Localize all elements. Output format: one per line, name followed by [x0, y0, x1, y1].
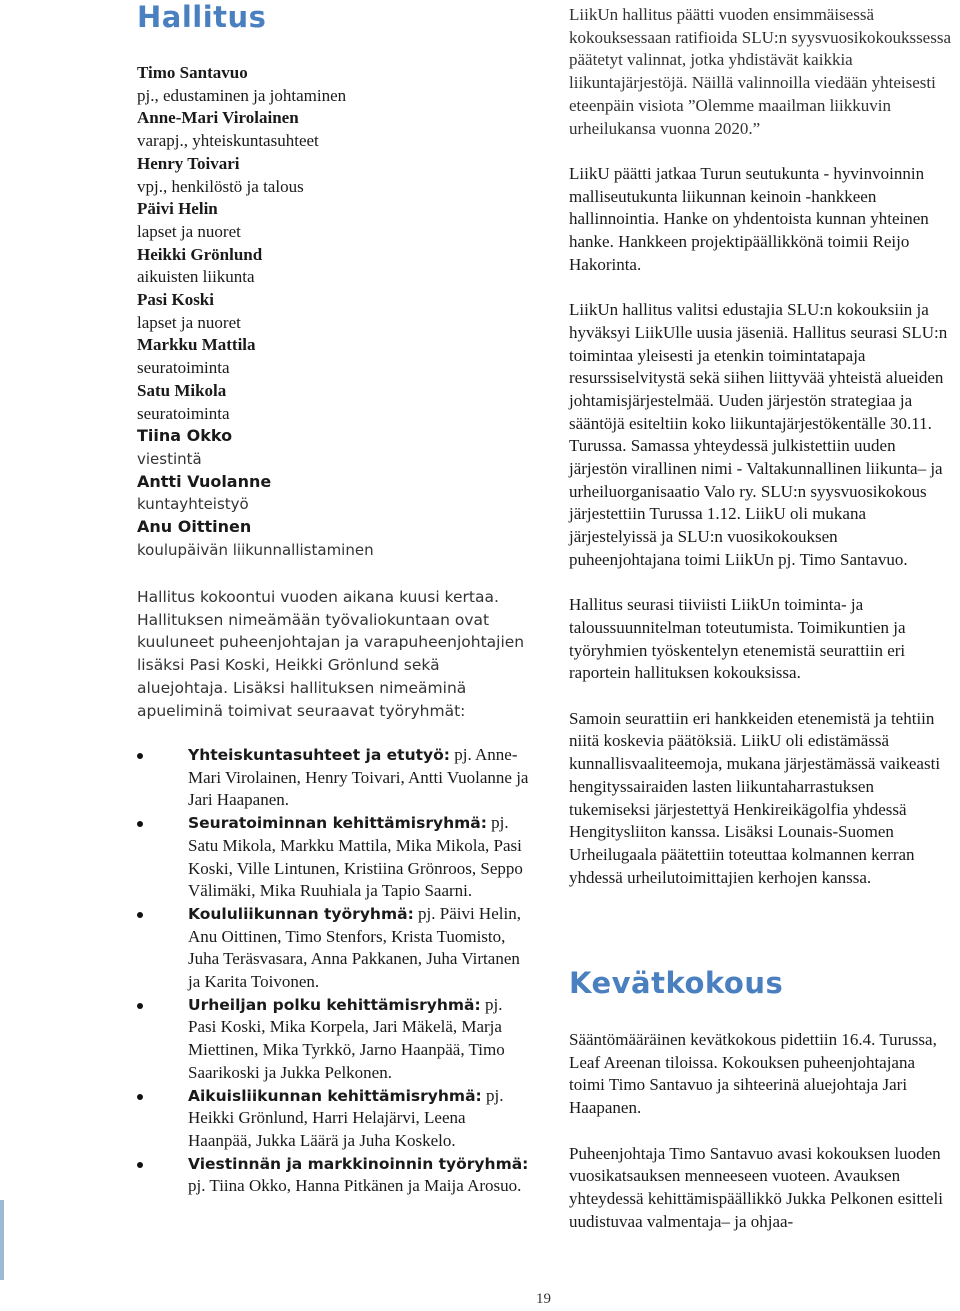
bullet-icon — [137, 1162, 143, 1168]
body-paragraph: LiikUn hallitus päätti vuoden ensimmäisessä kokouksessaan ratifioida SLU:n syysvuosikokoukssessa päätetyt valinnat, jotka yhdistävät kaikkia liikuntajärjestöjä. Näillä valinnoilla viedään yhteisesti eteenpäin visiota ”Olemme maailman liikkuvin urheilukansa vuonna 2020.” — [569, 5, 952, 138]
bullet-icon — [137, 1003, 143, 1009]
board-member-name: Antti Vuolanne — [137, 471, 272, 491]
spring-meeting-paragraph: Puheenjohtaja Timo Santavuo avasi kokouksen luoden vuosikatsauksen menneeseen vuoteen. Avauksen yhteydessä kehittämispäällikkö Jukka Pelkonen esitteli uudistuvaa valmentaja– ja ohjaa- — [569, 1143, 943, 1231]
board-member-name: Anne-Mari Virolainen — [137, 108, 299, 128]
board-member-role: seuratoiminta — [137, 403, 230, 423]
working-group-name: Yhteiskuntasuhteet ja etutyö: — [188, 746, 450, 764]
working-group-item — [137, 812, 529, 903]
working-group-members: pj. Päivi Helin, Anu Oittinen, Timo Stenfors, Krista Tuomisto, Juha Teräsvasara, Anna Pakkanen, Juha Virtanen ja Karita Toivonen. — [188, 903, 521, 992]
working-group-members: pj. Anne-Mari Virolainen, Henry Toivari, Antti Vuolanne ja Jari Haapanen. — [188, 745, 529, 810]
board-member-role: viestintä — [137, 449, 202, 468]
working-group-item — [137, 744, 529, 812]
board-member-list — [137, 62, 529, 561]
board-member-name: Tiina Okko — [137, 426, 233, 446]
bullet-icon — [137, 821, 143, 827]
meetings-paragraph: Hallitus kokoontui vuoden aikana kuusi kertaa. Hallituksen nimeämään työvaliokuntaan ovat kuuluneet puheenjohtajan ja varapuheenjohtajien lisäksi Pasi Koski, Heikki Grönlund sekä aluejohtaja. Lisäksi hallituksen nimeäminä apueliminä toimivat seuraavat työryhmät: — [137, 588, 525, 720]
body-paragraph: LiikU päätti jatkaa Turun seutukunta - hyvinvoinnin malliseutukunta liikunnan keinoin -hankkeen hallinnointia. Hanke on yhdentoista kunnan yhteinen hanke. Hankkeen projektipäällikkönä toimii Reijo Hakorinta. — [569, 163, 929, 274]
working-group-item — [137, 994, 529, 1085]
board-member-name: Timo Santavuo — [137, 63, 248, 82]
board-member-role: aikuisten liikunta — [137, 267, 255, 287]
working-groups-list — [137, 744, 529, 1198]
board-heading: Hallitus — [137, 0, 267, 34]
right-column-text — [569, 4, 953, 912]
board-member-name: Pasi Koski — [137, 290, 214, 310]
working-group-item — [137, 1153, 529, 1198]
working-group-members: pj. Satu Mikola, Markku Mattila, Mika Mikola, Pasi Koski, Ville Lintunen, Kristiina Grönroos, Seppo Välimäki, Mika Ruuhiala ja Tapio Saarni. — [188, 813, 523, 901]
spring-meeting-heading: Kevätkokous — [569, 966, 784, 1000]
working-group-name: Koululiikunnan työryhmä: — [188, 904, 414, 923]
board-member-name: Anu Oittinen — [137, 517, 252, 537]
board-member-role: lapset ja nuoret — [137, 312, 241, 332]
board-member-name: Päivi Helin — [137, 199, 218, 219]
working-group-item — [137, 1085, 529, 1153]
working-group-item — [137, 903, 529, 994]
board-member-role: lapset ja nuoret — [137, 221, 241, 241]
spring-meeting-paragraph: Sääntömääräinen kevätkokous pidettiin 16.4. Turussa, Leaf Areenan tiloissa. Kokouksen puheenjohtajana toimi Timo Santavuo ja sihteerinä aluejohtaja Jari Haapanen. — [569, 1030, 937, 1118]
working-group-name: Urheiljan polku kehittämisryhmä: — [188, 995, 481, 1014]
bullet-icon — [137, 912, 143, 918]
board-member-name: Satu Mikola — [137, 380, 227, 400]
bullet-icon — [137, 753, 143, 759]
board-member-name: Henry Toivari — [137, 153, 240, 173]
edge-rule — [0, 1200, 4, 1280]
board-member-role: varapj., yhteiskuntasuhteet — [137, 131, 319, 151]
board-member-role: vpj., henkilöstö ja talous — [137, 176, 304, 196]
board-member-role: pj., edustaminen ja johtaminen — [137, 85, 347, 105]
spring-meeting-text — [569, 1029, 953, 1256]
working-group-members: pj. Heikki Grönlund, Harri Helajärvi, Leena Haanpää, Jukka Läärä ja Juha Koskelo. — [188, 1085, 504, 1150]
page-number: 19 — [536, 1291, 551, 1307]
board-member-role: koulupäivän liikunnallistaminen — [137, 540, 374, 559]
body-paragraph: Samoin seurattiin eri hankkeiden etenemistä ja tehtiin niitä koskevia päätöksiä. LiikU oli edistämässä kunnallisvaaliteemoja, mukana järjestämässä vaikeasti hengityssairaiden lasten liikuntaharrastuksen tukemiseksi järjestettyä Henkireikägolfia yhdessä Hengitysliiton kanssa. Lisäksi Lounais-Suomen Urheilugaala päätettiin toteuttaa kolmannen kerran yhdessä urheilutoimittajien kerhojen kanssa. — [569, 708, 941, 887]
working-group-members: pj. Pasi Koski, Mika Korpela, Jari Mäkelä, Marja Miettinen, Mika Tyrkkö, Jarno Haanpää, Timo Saarikoski ja Jukka Pelkonen. — [188, 994, 505, 1082]
working-group-name: Aikuisliikunnan kehittämisryhmä: — [188, 1086, 482, 1105]
board-member-name: Heikki Grönlund — [137, 244, 263, 264]
working-group-name: Viestinnän ja markkinoinnin työryhmä: — [188, 1154, 529, 1173]
working-group-members: pj. Tiina Okko, Hanna Pitkänen ja Maija Arosuo. — [188, 1176, 522, 1196]
board-member-role: seuratoiminta — [137, 358, 230, 378]
working-group-name: Seuratoiminnan kehittämisryhmä: — [188, 814, 487, 833]
bullet-icon — [137, 1094, 143, 1100]
board-member-role: kuntayhteistyö — [137, 495, 249, 514]
body-paragraph: LiikUn hallitus valitsi edustajia SLU:n kokouksiin ja hyväksyi LiikUlle uusia jäseniä. Hallitus seurasi SLU:n toimintaa yleisesti ja etenkin toimintatapaja resurssiselvitystä sekä siihen liittyvää yhteistä alueiden johtamisjärjestelmää. Uuden järjestön strategiaa ja sääntöjä esiteltiin koko liikuntajärjestökentälle 30.11. Turussa. Samassa yhteydessä julkistettiin uuden järjestön virallinen nimi - Valtakunnallinen liikunta– ja urheiluorganisaatio Valo ry. SLU:n syysvuosikokous järjestettiin Turussa 1.12. LiikU oli mukana järjestelyissä ja SLU:n vuosikokouksen puheenjohtajana toimi LiikUn pj. Timo Santavuo. — [569, 300, 948, 569]
body-paragraph: Hallitus seurasi tiiviisti LiikUn toiminta- ja taloussuunnitelman toteutumista. Toimikuntien ja työryhmien työskentelyn etenemistä seurattiin eri raportein hallituksen kokouksissa. — [569, 595, 906, 683]
board-member-name: Markku Mattila — [137, 335, 256, 355]
